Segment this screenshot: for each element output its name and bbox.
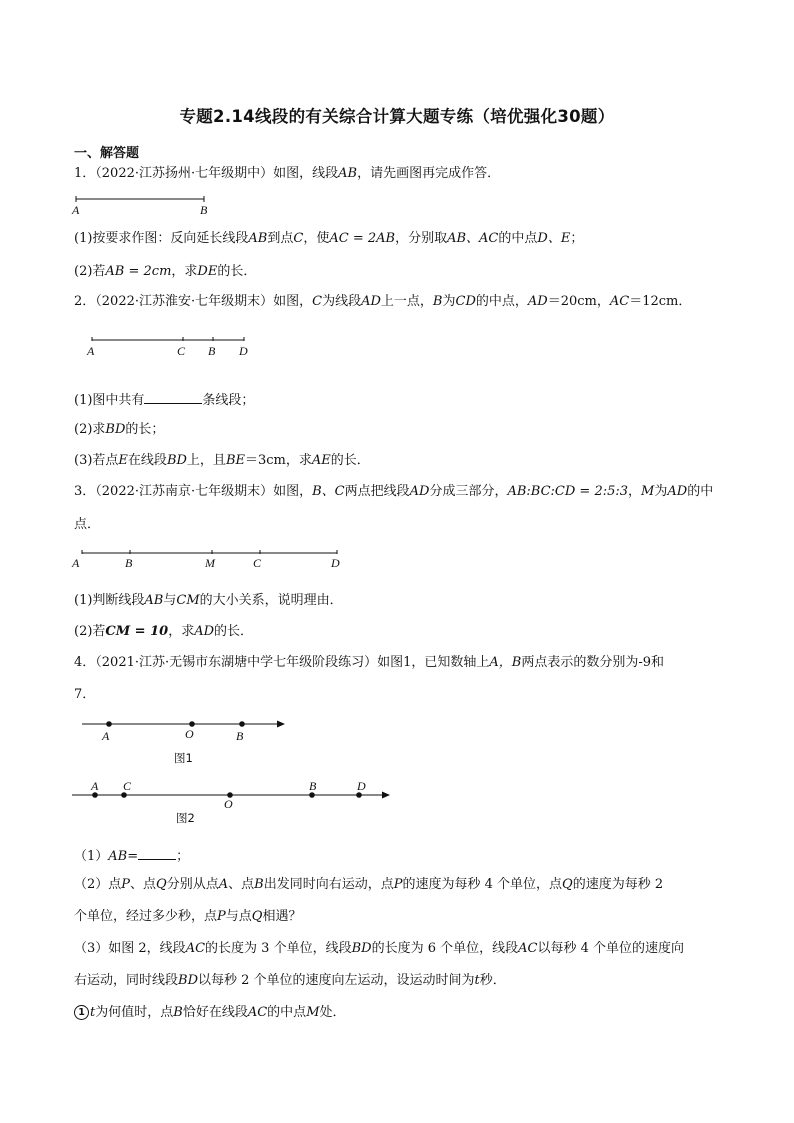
fig2-label-d: D [357,779,366,793]
q2-label-a: A [87,344,95,358]
q4-subquestion-1: 1 t为何值时，点B恰好在线段AC的中点M处． [74,1004,346,1022]
q3-part2: (2)若CM = 10，求AD的长． [74,624,254,639]
q4-stem-line2: 7． [74,687,96,702]
fig2-point-a [92,792,98,798]
fig2-point-b [309,792,315,798]
fig1-label-a: A [102,729,110,743]
q1-part1: (1)按要求作图：反向延长线段AB到点C，使AC = 2AB，分别取AB、AC的中点D、E； [74,231,584,246]
fig2-arrow-head [382,792,390,799]
fig2-point-c [121,792,127,798]
q3-label-b: B [125,556,133,570]
q4-part3: （3）如图 2，线段AC的长度为 3 个单位，线段BD的长度为 6 个单位，线段AC以每秒 4 个单位的速度向 [74,941,684,956]
q1-stem: 1．（2022·江苏扬州·七年级期中）如图，线段AB，请先画图再完成作答． [74,166,501,181]
q1-label-a: A [72,203,80,217]
fig2-label-b: B [309,779,317,793]
q1-label-b: B [200,203,208,217]
fig2-label-c: C [123,779,132,793]
q4-part2: （2）点P、点Q分别从点A、点B出发同时向右运动，点P的速度为每秒 4 个单位，点Q的速度为每秒 2 [74,877,664,892]
q2-label-b: B [208,344,216,358]
fig1-caption: 图1 [174,751,193,765]
q2-label-c: C [177,344,186,358]
fig2-label-a: A [91,779,99,793]
answer-blank[interactable] [138,845,176,860]
q4-part2-line2: 个单位，经过多少秒，点P与点Q相遇？ [74,909,302,924]
q3-label-d: D [331,556,340,570]
q3-label-a: A [72,556,80,570]
fig2-point-d [356,792,362,798]
fig2-caption: 图2 [176,811,195,825]
q4-part3-line2: 右运动，同时线段BD以每秒 2 个单位的速度向左运动，设运动时间为t秒． [74,973,506,988]
q4-stem: 4．（2021·江苏·无锡市东湖塘中学七年级阶段练习）如图1，已知数轴上A，B两点表示的数分别为-9和 [74,655,665,670]
fig1-label-b: B [236,729,244,743]
q4-part1: （1）AB= ； [74,845,189,866]
q3-label-m: M [205,556,215,570]
section-heading: 一、解答题 [74,146,140,161]
q1-part2: (2)若AB = 2cm，求DE的长． [74,264,257,279]
page-title: 专题2.14线段的有关综合计算大题专练（培优强化30题） [179,107,615,126]
fig1-label-o: O [185,727,194,741]
q2-part1: (1)图中共有 条线段； [74,389,254,410]
q3-stem-line2: 点． [74,517,101,532]
q2-part3: (3)若点E在线段BD上，且BE＝3cm，求AE的长． [74,453,370,468]
circled-number-1: 1 [74,1005,89,1020]
q3-part1: (1)判断线段AB与CM的大小关系，说明理由． [74,593,343,608]
q3-stem: 3．（2022·江苏南京·七年级期末）如图，B、C两点把线段AD分成三部分，AB:BC:CD = 2:5:3，M为AD的中 [74,484,714,499]
q2-part2: (2)求BD的长； [74,422,165,437]
q3-label-c: C [253,556,262,570]
q2-label-d: D [239,344,248,358]
fig2-label-o: O [224,797,233,811]
q2-stem: 2．（2022·江苏淮安·七年级期末）如图，C为线段AD上一点，B为CD的中点，AD＝20cm，AC＝12cm． [74,294,692,309]
